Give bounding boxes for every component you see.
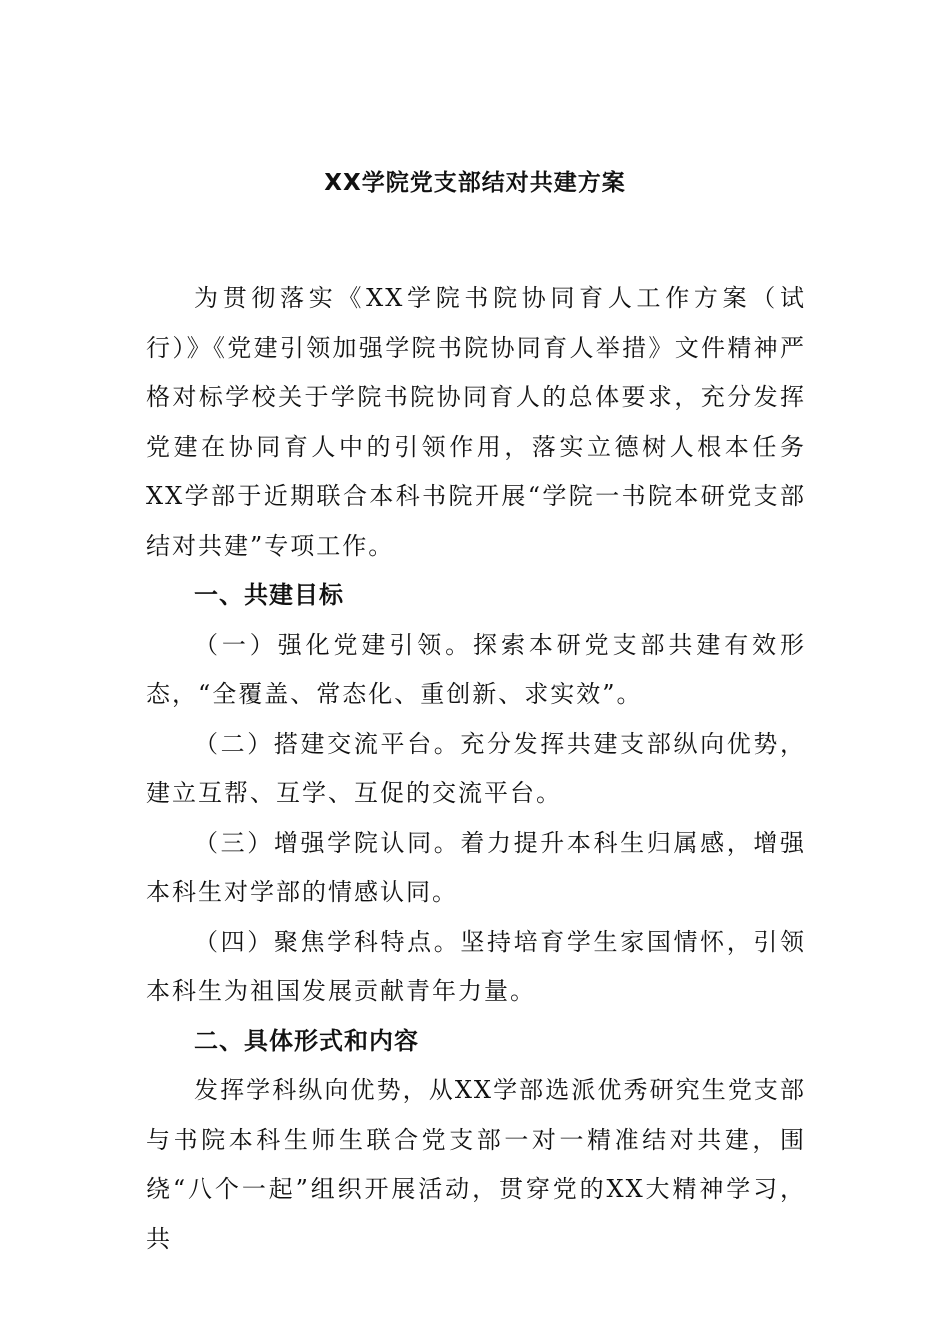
section-heading-content: 二、具体形式和内容 [194, 1026, 419, 1055]
document-body [146, 274, 806, 1264]
goal-item-1: （一）强化党建引领。探索本研党支部共建有效形态，“全覆盖、常态化、重创新、求实效”。 [146, 630, 806, 708]
content-paragraph: 发挥学科纵向优势，从XX学部选派优秀研究生党支部与书院本科生师生联合党支部一对一精准结对共建，围绕“八个一起”组织开展活动，贯穿党的XX大精神学习，共 [146, 1076, 806, 1253]
goal-item-3: （三）增强学院认同。着力提升本科生归属感，增强本科生对学部的情感认同。 [146, 828, 806, 906]
intro-paragraph: 为贯彻落实《XX学院书院协同育人工作方案（试行）》《党建引领加强学院书院协同育人举措》文件精神严格对标学校关于学院书院协同育人的总体要求，充分发挥党建在协同育人中的引领作用，落实立德树人根本任务XX学部于近期联合本科书院开展“学院一书院本研党支部结对共建”专项工作。 [146, 284, 806, 560]
document-title: XX学院党支部结对共建方案 [324, 170, 626, 196]
section-heading-goals: 一、共建目标 [194, 581, 344, 609]
goal-item-4: （四）聚焦学科特点。坚持培育学生家国情怀，引领本科生为祖国发展贡献青年力量。 [146, 927, 806, 1005]
goal-item-2: （二）搭建交流平台。充分发挥共建支部纵向优势，建立互帮、互学、互促的交流平台。 [146, 729, 806, 807]
